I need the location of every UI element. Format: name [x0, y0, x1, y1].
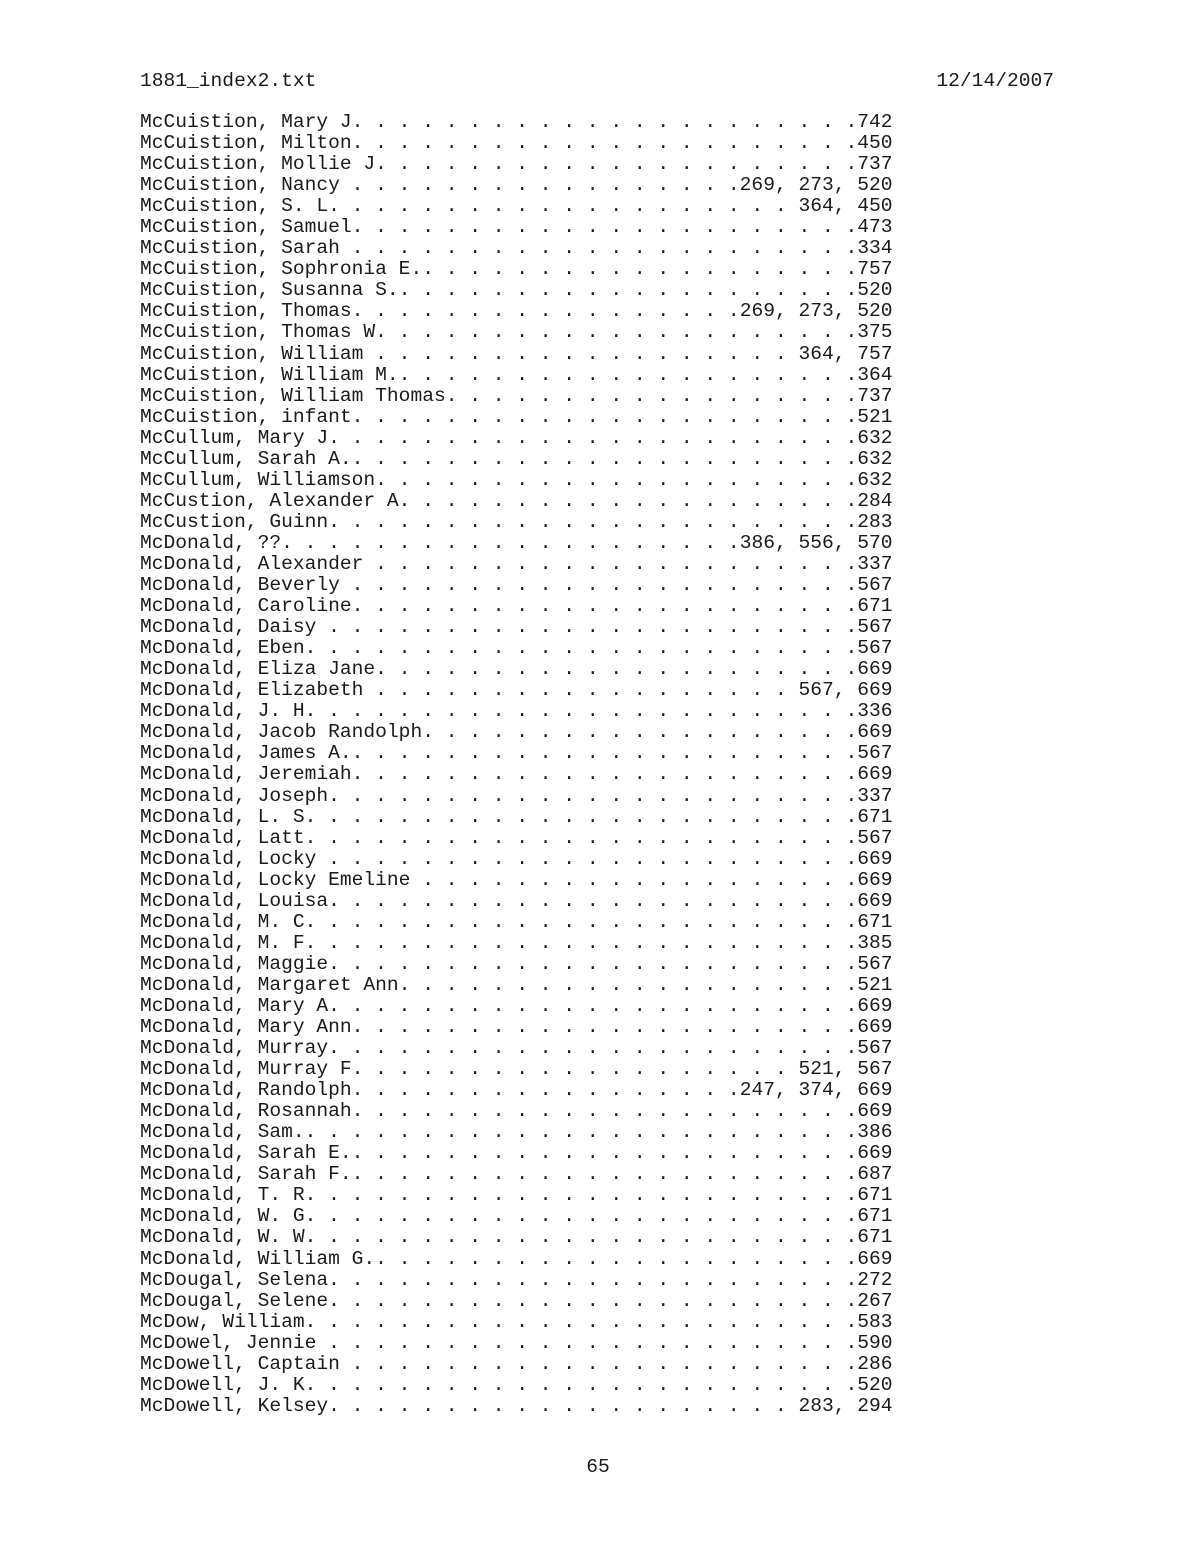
- index-entry: [140, 407, 903, 428]
- entry-pages: 671: [857, 1206, 893, 1228]
- entry-name: McCustion, Guinn: [140, 511, 329, 533]
- index-entry: [140, 1017, 903, 1038]
- entry-name: McCuistion, Susanna S.: [140, 280, 399, 302]
- dot-leader: . . . . . . . . . . . . . . . . . . . .: [398, 974, 858, 996]
- dot-leader: . . . . . . . . . . . . . . . . . . . .: [398, 280, 858, 302]
- entry-name: McDonald, Joseph: [140, 785, 329, 807]
- index-entry: [140, 428, 903, 449]
- entry-pages: 687: [857, 1164, 893, 1186]
- entry-pages: 632: [857, 427, 893, 449]
- dot-leader: . . . . . . . . . . . . . . . . . . . . . .: [351, 1164, 858, 1186]
- index-entry: [140, 680, 903, 701]
- entry-pages: 247, 374, 669: [739, 1080, 893, 1102]
- dot-leader: . . . . . . . . . . . . . . . . . . . . . . .: [328, 890, 858, 912]
- entry-pages: 272: [857, 1269, 893, 1291]
- dot-leader: . . . . . . . . . . . . . . . . . . .: [422, 722, 858, 744]
- dot-leader: . . . . . . . . . . . . . . . . . . . . . . .: [316, 1185, 858, 1207]
- entry-pages: 364, 757: [798, 343, 893, 365]
- entry-name: McDow, William: [140, 1311, 305, 1333]
- dot-leader: . . . . . . . . . . . . . . . . . . . .: [398, 364, 858, 386]
- index-entry: [140, 1143, 903, 1164]
- entry-pages: 364, 450: [798, 196, 893, 218]
- index-entry: [140, 533, 903, 554]
- index-entry: [140, 1227, 903, 1248]
- entry-pages: 567: [857, 1038, 893, 1060]
- entry-name: McCuistion, William: [140, 343, 364, 365]
- entry-name: McDonald, Locky: [140, 848, 317, 870]
- dot-leader: . . . . . . . . . . . . . . . . . . . . . .: [351, 1143, 858, 1165]
- dot-leader: . . . . . . . . . . . . . . . . . . . . . . .: [328, 1038, 858, 1060]
- entry-name: McDonald, Sarah E.: [140, 1143, 352, 1165]
- index-entry: [140, 617, 903, 638]
- index-entry: [140, 1270, 903, 1291]
- entry-name: McDonald, M. C.: [140, 911, 317, 933]
- entry-pages: 669: [857, 869, 893, 891]
- dot-leader: . . . . . . . . . . . . . . . . . . . . . .: [339, 575, 858, 597]
- index-entry: [140, 1185, 903, 1206]
- index-entry: [140, 996, 903, 1017]
- entry-pages: 567: [857, 827, 893, 849]
- dot-leader: . . . . . . . . . . . . . . . . . . . . . .: [339, 995, 858, 1017]
- entry-pages: 334: [857, 238, 893, 260]
- entry-pages: 669: [857, 764, 893, 786]
- entry-pages: 521: [857, 974, 893, 996]
- entry-name: McDonald, Margaret Ann: [140, 974, 399, 996]
- dot-leader: . . . . . . . . . . . . . . . . . . . . . . .: [316, 1374, 858, 1396]
- dot-leader: . . . . . . . . . . . . . . . . . . . . . .: [351, 1017, 858, 1039]
- entry-name: McCustion, Alexander A.: [140, 490, 411, 512]
- entry-pages: 337: [857, 553, 893, 575]
- entry-pages: 567, 669: [798, 680, 893, 702]
- entry-name: McDonald, Sarah F.: [140, 1164, 352, 1186]
- entry-name: McCuistion, Mary J.: [140, 112, 364, 133]
- entry-pages: 567: [857, 575, 893, 597]
- dot-leader: . . . . . . . . . . . . . . . . .: [351, 1080, 740, 1102]
- index-entry: [140, 1333, 903, 1354]
- entry-name: McDonald, Beverly: [140, 575, 340, 597]
- entry-name: McDougal, Selene: [140, 1290, 329, 1312]
- index-entry: [140, 870, 903, 891]
- dot-leader: . . . . . . . . . . . . . . . . . . . . . .: [351, 448, 858, 470]
- entry-pages: 473: [857, 217, 893, 239]
- entry-pages: 669: [857, 890, 893, 912]
- index-entry: [140, 1122, 903, 1143]
- index-entry: [140, 701, 903, 722]
- entry-name: McDonald, W. G.: [140, 1206, 317, 1228]
- entry-pages: 669: [857, 1017, 893, 1039]
- entry-pages: 742: [857, 112, 893, 133]
- index-entry: [140, 1080, 903, 1101]
- entry-pages: 283, 294: [798, 1395, 893, 1417]
- entry-pages: 757: [857, 259, 893, 281]
- dot-leader: . . . . . . . . . . . . . . . . .: [339, 175, 740, 197]
- dot-leader: . . . . . . . . . . . . . . . . . . . . . .: [351, 406, 858, 428]
- entry-name: McDonald, Louisa: [140, 890, 329, 912]
- entry-pages: 669: [857, 1248, 893, 1270]
- dot-leader: . . . . . . . . . . . . . . . . . . . . . . . .: [304, 638, 858, 660]
- index-entry: [140, 1312, 903, 1333]
- entry-name: McCuistion, S. L.: [140, 196, 340, 218]
- entry-pages: 567: [857, 953, 893, 975]
- index-entry-list: [140, 112, 903, 1417]
- dot-leader: . . . . . . . . . . . . . . . . . . . . . .: [351, 743, 858, 765]
- index-entry: [140, 238, 903, 259]
- index-entry: [140, 638, 903, 659]
- entry-name: McDonald, Elizabeth: [140, 680, 364, 702]
- dot-leader: . . . . . . . . . . . . . . . . . .: [445, 385, 858, 407]
- index-entry: [140, 259, 903, 280]
- dot-leader: . . . . . . . . . . . . . . . . . . . . . . .: [316, 701, 858, 723]
- entry-name: McDonald, Eliza Jane: [140, 659, 376, 681]
- entry-pages: 737: [857, 385, 893, 407]
- index-entry: [140, 786, 903, 807]
- dot-leader: . . . . . . . . . . . . . . . . . . . .: [281, 532, 740, 554]
- entry-pages: 269, 273, 520: [739, 175, 893, 197]
- dot-leader: . . . . . . . . . . . . . . . . . . . . . . .: [328, 1290, 858, 1312]
- index-entry: [140, 512, 903, 533]
- index-entry: [140, 1206, 903, 1227]
- entry-name: McCullum, Mary J.: [140, 427, 340, 449]
- entry-pages: 567: [857, 617, 893, 639]
- entry-pages: 336: [857, 701, 893, 723]
- entry-pages: 671: [857, 1185, 893, 1207]
- entry-name: McDonald, Randolph: [140, 1080, 352, 1102]
- entry-pages: 386: [857, 1122, 893, 1144]
- entry-name: McDonald, William G.: [140, 1248, 376, 1270]
- header-filename: 1881_index2.txt: [140, 70, 317, 92]
- entry-name: McDonald, Eben: [140, 638, 305, 660]
- index-entry: [140, 659, 903, 680]
- index-entry: [140, 1354, 903, 1375]
- dot-leader: . . . . . . . . . . . . . . . . . . . . . .: [351, 1101, 858, 1123]
- dot-leader: . . . . . . . . . . . . . . . . . . . . . . . .: [304, 1122, 858, 1144]
- index-entry: [140, 1396, 903, 1417]
- dot-leader: . . . . . . . . . . . . . . . . . .: [363, 343, 799, 365]
- dot-leader: . . . . . . . . . . . . . . . . . .: [363, 1059, 799, 1081]
- index-entry: [140, 365, 903, 386]
- dot-leader: . . . . . . . . . . . . . . . . . . . . . . .: [316, 617, 858, 639]
- index-entry: [140, 1291, 903, 1312]
- index-entry: [140, 764, 903, 785]
- dot-leader: . . . . . . . . . . . . . . . . . . . .: [386, 322, 858, 344]
- entry-name: McDowel, Jennie: [140, 1332, 317, 1354]
- dot-leader: . . . . . . . . . . . . . . . . . . . .: [328, 1395, 799, 1417]
- entry-name: McDonald, Jacob Randolph: [140, 722, 423, 744]
- entry-name: McDougal, Selena: [140, 1269, 329, 1291]
- entry-name: McDonald, Sam.: [140, 1122, 305, 1144]
- dot-leader: . . . . . . . . . . . . . . . . . . . . .: [375, 469, 858, 491]
- index-entry: [140, 933, 903, 954]
- index-entry: [140, 912, 903, 933]
- entry-name: McDonald, J. H.: [140, 701, 317, 723]
- entry-pages: 669: [857, 659, 893, 681]
- dot-leader: . . . . . . . . . . . . . . . . . . . . . . .: [328, 785, 858, 807]
- entry-pages: 521: [857, 406, 893, 428]
- index-entry: [140, 596, 903, 617]
- entry-pages: 520: [857, 1374, 893, 1396]
- entry-name: McDonald, W. W.: [140, 1227, 317, 1249]
- entry-name: McDonald, Mary A.: [140, 995, 340, 1017]
- entry-name: McCuistion, Thomas W.: [140, 322, 387, 344]
- entry-pages: 669: [857, 1101, 893, 1123]
- index-entry: [140, 554, 903, 575]
- index-entry: [140, 954, 903, 975]
- entry-name: McDonald, L. S.: [140, 806, 317, 828]
- dot-leader: . . . . . . . . . . . . . . . . . . . . . . .: [328, 953, 858, 975]
- dot-leader: . . . . . . . . . . . . . . . . . . . . .: [375, 659, 858, 681]
- index-entry: [140, 301, 903, 322]
- dot-leader: . . . . . . . . . . . . . . . . . . . . .: [363, 553, 858, 575]
- index-entry: [140, 828, 903, 849]
- dot-leader: . . . . . . . . . . . . . . . . . . . . . .: [351, 596, 858, 618]
- entry-name: McDonald, ??: [140, 532, 282, 554]
- entry-pages: 283: [857, 511, 893, 533]
- entry-name: McDonald, Maggie: [140, 953, 329, 975]
- dot-leader: . . . . . . . . . . . . . . . . . . . . .: [375, 1248, 858, 1270]
- entry-name: McDonald, M. F.: [140, 932, 317, 954]
- entry-pages: 375: [857, 322, 893, 344]
- index-entry: [140, 491, 903, 512]
- index-entry: [140, 743, 903, 764]
- entry-pages: 521, 567: [798, 1059, 893, 1081]
- entry-name: McDonald, Mary Ann: [140, 1017, 352, 1039]
- dot-leader: . . . . . . . . . . . . . . . . . . . .: [386, 154, 858, 176]
- entry-pages: 267: [857, 1290, 893, 1312]
- dot-leader: . . . . . . . . . . . . . . . . . . . . . .: [351, 764, 858, 786]
- dot-leader: . . . . . . . . . . . . . . . . . . . . . .: [339, 1353, 858, 1375]
- dot-leader: . . . . . . . . . . . . . . . . . . .: [422, 259, 858, 281]
- entry-name: McDowell, Kelsey: [140, 1395, 329, 1417]
- entry-pages: 632: [857, 448, 893, 470]
- entry-name: McCuistion, Sophronia E.: [140, 259, 423, 281]
- entry-name: McCuistion, William M.: [140, 364, 399, 386]
- dot-leader: . . . . . . . . . . . . . . . . . . .: [410, 869, 858, 891]
- index-entry: [140, 1249, 903, 1270]
- dot-leader: . . . . . . . . . . . . . . . . . . . . . . .: [316, 1332, 858, 1354]
- header-date: 12/14/2007: [936, 70, 1054, 92]
- entry-pages: 669: [857, 1143, 893, 1165]
- entry-pages: 669: [857, 848, 893, 870]
- entry-name: McDonald, Murray F.: [140, 1059, 364, 1081]
- entry-name: McDonald, Locky Emeline: [140, 869, 411, 891]
- entry-name: McDonald, Rosannah: [140, 1101, 352, 1123]
- entry-name: McCullum, Williamson: [140, 469, 376, 491]
- entry-name: McDonald, Alexander: [140, 553, 364, 575]
- dot-leader: . . . . . . . . . . . . . . . . . . . . . .: [351, 133, 858, 155]
- index-entry: [140, 322, 903, 343]
- index-entry: [140, 1375, 903, 1396]
- index-entry: [140, 344, 903, 365]
- dot-leader: . . . . . . . . . . . . . . . . . .: [363, 680, 799, 702]
- entry-name: McCuistion, William Thomas: [140, 385, 446, 407]
- dot-leader: . . . . . . . . . . . . . . . . . . . . . . .: [328, 1269, 858, 1291]
- dot-leader: . . . . . . . . . . . . . . . . . . . . . . .: [328, 511, 858, 533]
- entry-name: McDonald, Murray: [140, 1038, 329, 1060]
- entry-pages: 669: [857, 995, 893, 1017]
- entry-pages: 284: [857, 490, 893, 512]
- entry-name: McDonald, Jeremiah: [140, 764, 352, 786]
- index-entry: [140, 112, 903, 133]
- index-entry: [140, 975, 903, 996]
- entry-pages: 364: [857, 364, 893, 386]
- entry-pages: 520: [857, 280, 893, 302]
- index-entry: [140, 217, 903, 238]
- index-entry: [140, 280, 903, 301]
- index-entry: [140, 575, 903, 596]
- index-entry: [140, 175, 903, 196]
- dot-leader: . . . . . . . . . . . . . . . . . . . . . . .: [316, 1227, 858, 1249]
- dot-leader: . . . . . . . . . . . . . . . . .: [351, 301, 740, 323]
- entry-name: McCuistion, Milton: [140, 133, 352, 155]
- index-entry: [140, 1059, 903, 1080]
- entry-name: McDonald, T. R.: [140, 1185, 317, 1207]
- entry-name: McDonald, Latt: [140, 827, 305, 849]
- entry-name: McDowell, Captain: [140, 1353, 340, 1375]
- index-entry: [140, 154, 903, 175]
- dot-leader: . . . . . . . . . . . . . . . . . . . . . . .: [316, 932, 858, 954]
- entry-pages: 671: [857, 911, 893, 933]
- entry-pages: 590: [857, 1332, 893, 1354]
- entry-name: McCuistion, Nancy: [140, 175, 340, 197]
- entry-pages: 671: [857, 1227, 893, 1249]
- entry-pages: 385: [857, 932, 893, 954]
- index-entry: [140, 470, 903, 491]
- dot-leader: . . . . . . . . . . . . . . . . . . . . . . . .: [304, 1311, 858, 1333]
- index-entry: [140, 1038, 903, 1059]
- entry-name: McCullum, Sarah A.: [140, 448, 352, 470]
- entry-pages: 671: [857, 596, 893, 618]
- entry-pages: 583: [857, 1311, 893, 1333]
- dot-leader: . . . . . . . . . . . . . . . . . . .: [339, 196, 799, 218]
- entry-pages: 269, 273, 520: [739, 301, 893, 323]
- entry-name: McCuistion, Thomas: [140, 301, 352, 323]
- dot-leader: . . . . . . . . . . . . . . . . . . . . . . .: [316, 848, 858, 870]
- dot-leader: . . . . . . . . . . . . . . . . . . .: [410, 490, 858, 512]
- index-entry: [140, 196, 903, 217]
- entry-name: McDowell, J. K.: [140, 1374, 317, 1396]
- page-number: 65: [586, 1456, 610, 1478]
- dot-leader: . . . . . . . . . . . . . . . . . . . . . .: [351, 217, 858, 239]
- entry-pages: 450: [857, 133, 893, 155]
- entry-pages: 669: [857, 722, 893, 744]
- entry-pages: 567: [857, 743, 893, 765]
- dot-leader: . . . . . . . . . . . . . . . . . . . . . .: [339, 427, 858, 449]
- entry-name: McCuistion, infant: [140, 406, 352, 428]
- index-entry: [140, 849, 903, 870]
- index-entry: [140, 807, 903, 828]
- entry-name: McCuistion, Mollie J.: [140, 154, 387, 176]
- index-entry: [140, 722, 903, 743]
- entry-name: McDonald, James A.: [140, 743, 352, 765]
- entry-pages: 632: [857, 469, 893, 491]
- entry-name: McDonald, Daisy: [140, 617, 317, 639]
- entry-pages: 671: [857, 806, 893, 828]
- entry-pages: 337: [857, 785, 893, 807]
- entry-pages: 737: [857, 154, 893, 176]
- index-entry: [140, 133, 903, 154]
- index-entry: [140, 1164, 903, 1185]
- entry-pages: 286: [857, 1353, 893, 1375]
- dot-leader: . . . . . . . . . . . . . . . . . . . . . . .: [316, 1206, 858, 1228]
- index-entry: [140, 386, 903, 407]
- dot-leader: . . . . . . . . . . . . . . . . . . . . . .: [339, 238, 858, 260]
- entry-name: McCuistion, Samuel: [140, 217, 352, 239]
- entry-pages: 386, 556, 570: [739, 532, 893, 554]
- dot-leader: . . . . . . . . . . . . . . . . . . . . . . .: [316, 911, 858, 933]
- index-entry: [140, 449, 903, 470]
- index-entry: [140, 1101, 903, 1122]
- entry-name: McCuistion, Sarah: [140, 238, 340, 260]
- index-entry: [140, 891, 903, 912]
- entry-name: McDonald, Caroline: [140, 596, 352, 618]
- dot-leader: . . . . . . . . . . . . . . . . . . . . .: [363, 112, 858, 133]
- entry-pages: 567: [857, 638, 893, 660]
- dot-leader: . . . . . . . . . . . . . . . . . . . . . . .: [316, 806, 858, 828]
- dot-leader: . . . . . . . . . . . . . . . . . . . . . . . .: [304, 827, 858, 849]
